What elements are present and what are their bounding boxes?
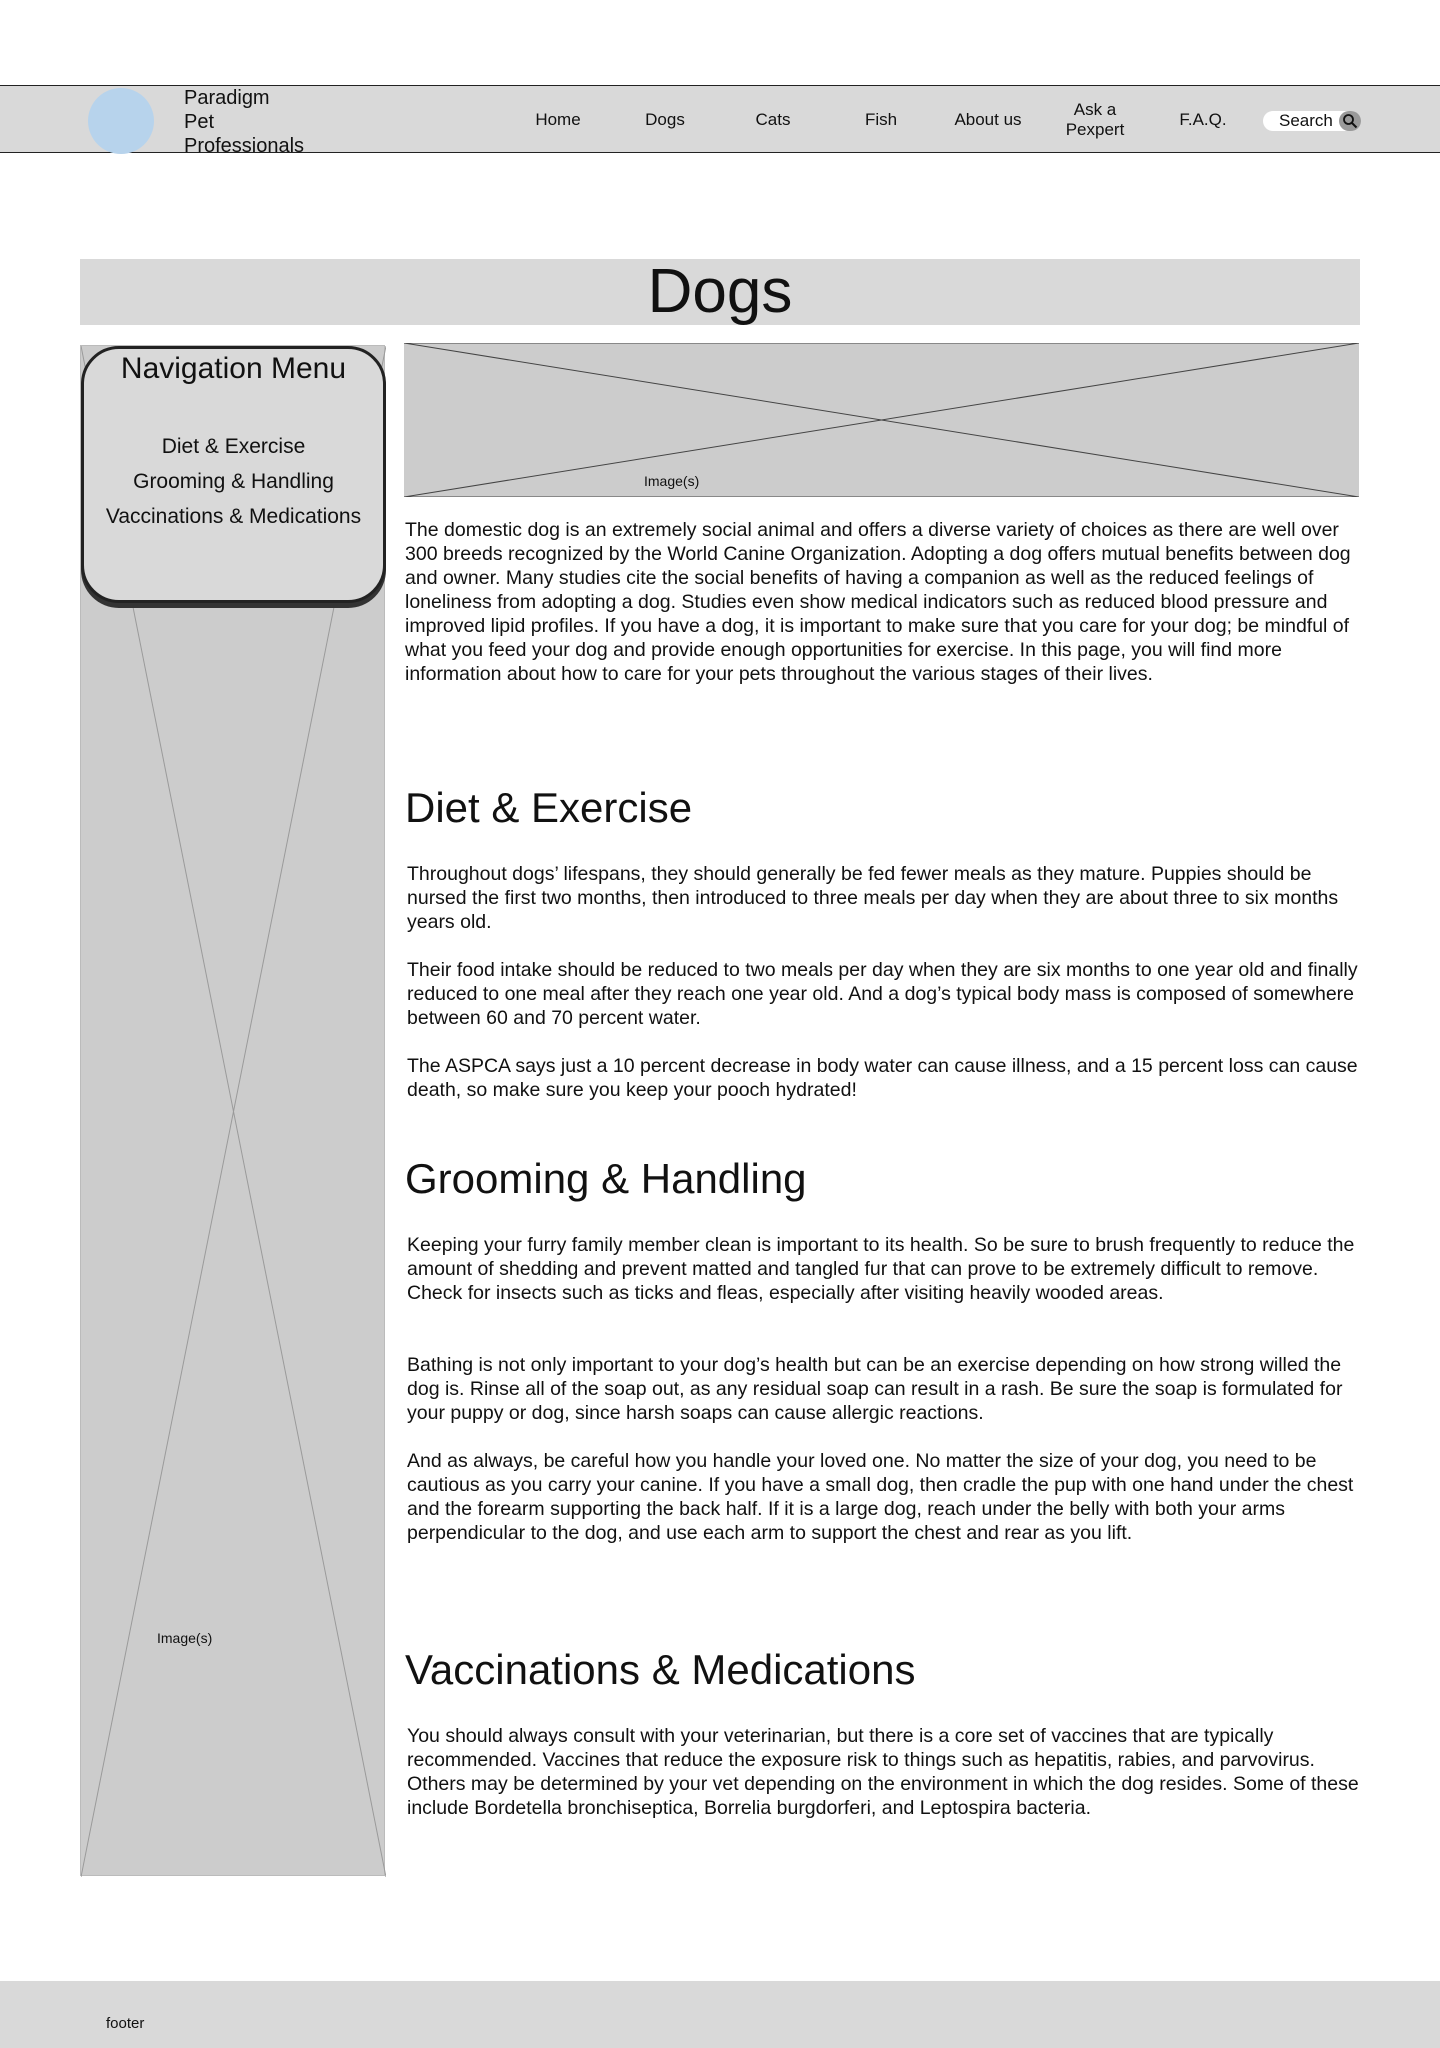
brand-line-1: Paradigm: [184, 87, 270, 109]
navigation-menu-list: [84, 429, 383, 534]
nav-dogs[interactable]: Dogs: [645, 110, 685, 129]
navigation-menu: [81, 346, 386, 603]
menu-item-grooming-handling[interactable]: Grooming & Handling: [133, 470, 334, 493]
search-icon: [1342, 113, 1358, 129]
page-title: Dogs: [647, 257, 793, 326]
nav-fish[interactable]: Fish: [864, 110, 898, 129]
heading-vaccinations-medications: Vaccinations & Medications: [405, 1646, 916, 1693]
navigation-menu-title: Navigation Menu: [120, 352, 347, 385]
intro-paragraph: The domestic dog is an extremely social animal and offers a diverse variety of choices as there are well over 300 breeds recognized by the World Canine Organization. Adopting a dog offers mutual benefits between dog and owner. Many studies cite the social benefits of having a companion as well as the reduced feelings of loneliness from adopting a dog. Studies even show medical indicators such as reduced blood pressure and improved lipid profiles. If you have a dog, it is important to make sure that you care for your dog; be mindful of what you feed your dog and provide enough opportunities for exercise. In this page, you will find more information about how to care for your pets throughout the various stages of their lives.: [405, 519, 1351, 685]
diet-paragraph-3: The ASPCA says just a 10 percent decrease in body water can cause illness, and a 15 percent loss can cause death, so make sure you keep your pooch hydrated!: [407, 1055, 1358, 1101]
nav-cats[interactable]: Cats: [755, 110, 791, 129]
logo[interactable]: [88, 88, 154, 154]
hero-image-cross: [404, 343, 1359, 497]
sidebar: [80, 345, 385, 1876]
nav-faq[interactable]: F.A.Q.: [1179, 110, 1227, 129]
diet-paragraph-1: Throughout dogs’ lifespans, they should generally be fed fewer meals as they mature. Puppies should be nursed the first two months, then introduced to three meals per day when they are about three to six months years old.: [407, 863, 1339, 933]
vaccinations-paragraph-1: You should always consult with your veterinarian, but there is a core set of vaccines that are typically recommended. Vaccines that reduce the exposure risk to things such as hepatitis, rabies, and parvovirus. Others may be determined by your vet depending on the environment in which the dog resides. Some of these include Bordetella bronchiseptica, Borrelia burgdorferi, and Leptospira bacteria.: [407, 1725, 1359, 1819]
diet-paragraph-2: Their food intake should be reduced to two meals per day when they are six months to one year old and finally reduced to one meal after they reach one year old. And a dog’s typical body mass is composed of somewhere between 60 and 70 percent water.: [407, 959, 1358, 1029]
site-header: [0, 85, 1440, 157]
menu-item-diet-exercise[interactable]: Diet & Exercise: [161, 435, 306, 458]
hero-image-placeholder: [404, 343, 1359, 497]
footer-label: footer: [106, 2015, 145, 2032]
heading-diet-exercise: Diet & Exercise: [405, 784, 693, 831]
search-box[interactable]: [1263, 111, 1361, 131]
nav-home[interactable]: Home: [535, 110, 581, 129]
brand-line-3: Professionals: [184, 135, 305, 157]
search-button[interactable]: [1339, 111, 1361, 131]
grooming-paragraph-2: Bathing is not only important to your dog’s health but can be an exercise depending on how strong willed the dog is. Rinse all of the soap out, as any residual soap can result in a rash. Be sure the soap is formulated for your puppy or dog, since harsh soaps can cause allergic reactions.: [407, 1354, 1343, 1424]
grooming-paragraph-1: Keeping your furry family member clean is important to its health. So be sure to brush frequently to reduce the amount of shedding and prevent matted and tangled fur that can prove to be extremely difficult to remove. Check for insects such as ticks and fleas, especially after visiting heavily wooded areas.: [407, 1234, 1355, 1304]
site-footer: [0, 1981, 1440, 2048]
nav-ask-a-pexpert[interactable]: Ask a Pexpert: [1065, 100, 1125, 139]
grooming-paragraph-3: And as always, be careful how you handle your loved one. No matter the size of your dog, you need to be cautious as you carry your canine. If you have a small dog, then cradle the pup with one hand under the chest and the forearm supporting the back half. If it is a large dog, reach under the belly with both your arms perpendicular to the dog, and use each arm to support the chest and rear as you lift.: [407, 1450, 1354, 1544]
brand-name[interactable]: [184, 86, 304, 158]
heading-grooming-handling: Grooming & Handling: [405, 1155, 807, 1202]
title-bar: [80, 259, 1360, 325]
hero-image-label: Image(s): [644, 473, 700, 489]
sidebar-image-label: Image(s): [157, 1630, 213, 1646]
menu-item-vaccinations-medications[interactable]: Vaccinations & Medications: [105, 505, 362, 528]
nav-about-us[interactable]: About us: [954, 110, 1022, 129]
brand-line-2: Pet: [184, 111, 215, 133]
search-label: Search: [1279, 111, 1333, 130]
